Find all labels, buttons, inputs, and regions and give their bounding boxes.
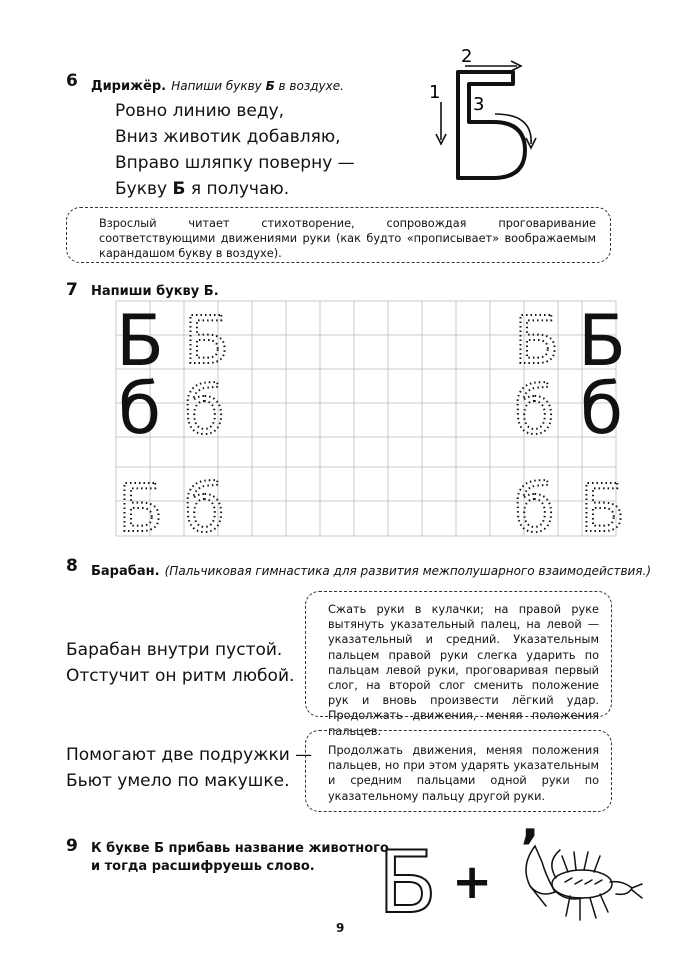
task9-title: К букве Б прибавь название животного и тогда расшифруешь слово. xyxy=(91,841,389,874)
trace-lower-b: б xyxy=(184,470,225,547)
letter-b-outline xyxy=(458,72,525,178)
trace-lower-b: б xyxy=(514,470,555,547)
poem-line: Вниз животик добавляю, xyxy=(115,127,341,147)
page-number: 9 xyxy=(336,921,345,935)
poem-line: Бьют умело по макушке. xyxy=(66,771,290,791)
task6-instruction: Напиши букву Б в воздухе. xyxy=(171,79,344,93)
trace-upper-b: Б xyxy=(580,470,626,547)
task8-subtitle: (Пальчиковая гимнастика для развития межполушарного взаимодействия.) xyxy=(164,564,652,578)
task9-puzzle xyxy=(370,819,650,936)
task8-poem2 xyxy=(66,742,312,794)
plus-sign: + xyxy=(452,854,493,910)
crayfish-icon xyxy=(526,846,642,920)
writing-grid xyxy=(116,300,627,547)
trace-upper-b: Б xyxy=(184,302,230,379)
trace-upper-b: Б xyxy=(514,302,560,379)
poem-line: Барабан внутри пустой. xyxy=(66,640,283,660)
task8-number: 8 xyxy=(66,556,78,576)
sample-upper-b: Б xyxy=(116,300,165,382)
task7-number: 7 xyxy=(66,280,78,300)
poem-line: Ровно линию веду, xyxy=(115,101,285,121)
outline-letter-b: Б xyxy=(378,833,437,933)
task6-title: Дирижёр. xyxy=(91,79,167,94)
poem-line: Вправо шляпку поверну — xyxy=(115,153,355,173)
apostrophe-mark: ’ xyxy=(520,819,540,879)
poem-line: Помогают две подружки — xyxy=(66,745,313,765)
task8-title: Барабан. xyxy=(91,564,160,579)
task7-title: Напиши букву Б. xyxy=(91,284,219,299)
task9-number: 9 xyxy=(66,836,78,856)
stroke-label-1: 1 xyxy=(429,82,441,103)
trace-lower-b: б xyxy=(514,372,555,449)
task6-heading xyxy=(91,75,344,94)
trace-lower-b: б xyxy=(184,372,225,449)
task8-poem1 xyxy=(66,637,294,689)
poem-line: Букву Б я получаю. xyxy=(115,179,290,199)
task6-number: 6 xyxy=(66,71,78,91)
task8-note2: Продолжать движения, меняя положения пальцев, но при этом ударять указательным и средним пальцами одной руки по указательному пальцу другой руки. xyxy=(305,730,612,812)
task8-heading xyxy=(91,560,651,579)
sample-lower-b: б xyxy=(580,368,624,450)
stroke-label-2: 2 xyxy=(461,46,473,67)
task6-poem xyxy=(115,98,355,202)
sample-lower-b: б xyxy=(118,368,162,450)
letter-stroke-diagram xyxy=(425,40,555,190)
poem-line: Отстучит он ритм любой. xyxy=(66,666,295,686)
task6-note: Взрослый читает стихотворение, сопровождая проговаривание соответствующими движениями руки (как будто «прописывает» воображаемым карандашом букву в воздухе). xyxy=(66,207,611,263)
stroke-label-3: 3 xyxy=(473,94,485,115)
sample-upper-b: Б xyxy=(578,300,627,382)
trace-upper-b: Б xyxy=(118,470,164,547)
task8-note1: Сжать руки в кулачки; на правой руке вытянуть указательный палец, на левой — указательный и средний. Указательным пальцем правой руки слегка ударить по пальцам левой руки, проговаривая первый слог, на второй слог сменить положение рук и вновь произвести лёгкий удар. Продолжать движения, меняя положения пальцев. xyxy=(305,591,612,717)
